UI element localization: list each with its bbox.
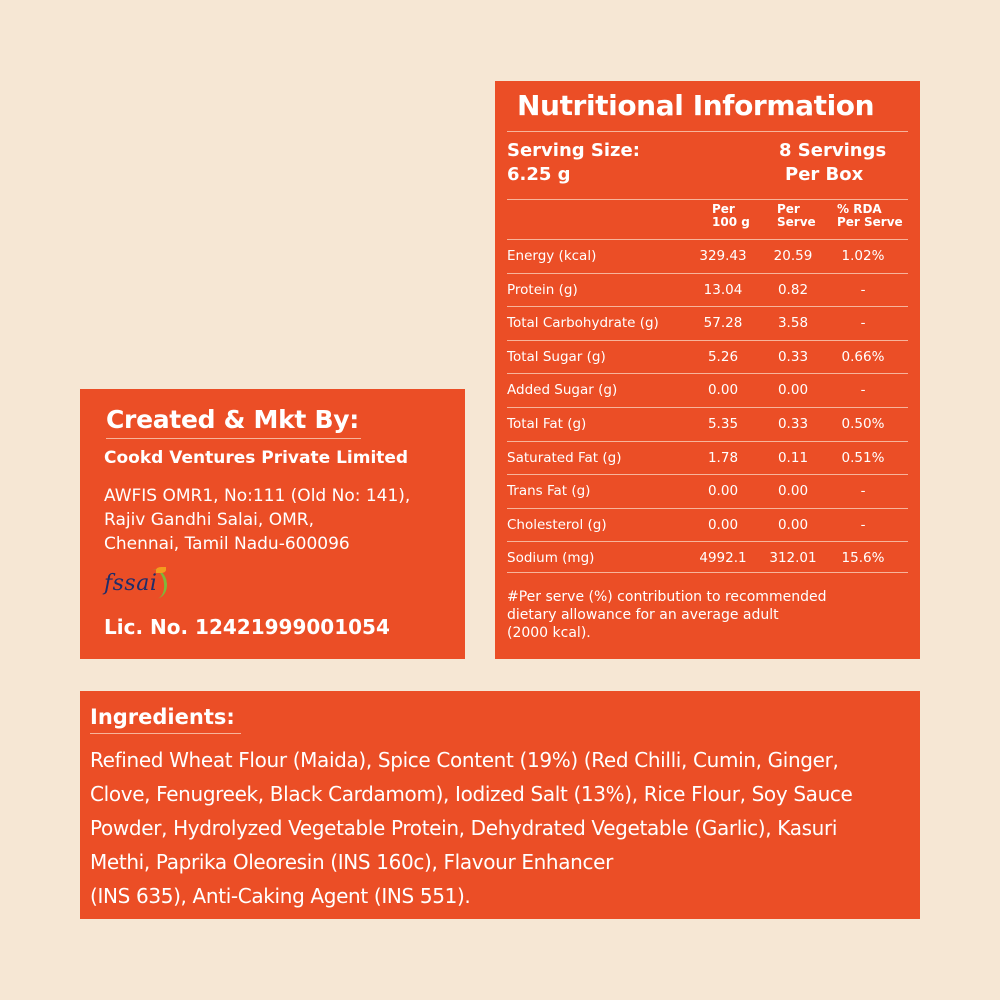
nutrition-table [507,199,908,575]
company-address [104,484,410,556]
ingredients-line: Refined Wheat Flour (Maida), Spice Content (19%) (Red Chilli, Cumin, Ginger, [90,748,839,772]
table-row [507,474,908,508]
ingredients-line: (INS 635), Anti-Caking Agent (INS 551). [90,884,471,908]
table-row [507,508,908,542]
serving-size [507,139,640,187]
value-per-serve: 0.00 [777,382,809,399]
table-row [507,273,908,307]
value-per-serve: 0.00 [777,483,809,500]
servings-count: 8 Servings [779,140,887,161]
header-per-100g [712,203,750,229]
value-per-serve: 0.00 [777,516,809,533]
table-row [507,239,908,273]
serving-size-label: Serving Size: [507,140,640,161]
value-per-100g: 0.00 [707,483,739,500]
header-text: % RDA [837,202,882,216]
value-rda: - [860,315,866,332]
company-name: Cookd Ventures Private Limited [104,448,409,468]
value-per-100g: 0.00 [707,516,739,533]
divider [507,131,908,132]
value-rda: 15.6% [841,550,885,567]
ingredients-line: Powder, Hydrolyzed Vegetable Protein, Dehydrated Vegetable (Garlic), Kasuri [90,816,838,840]
address-line: Chennai, Tamil Nadu-600096 [104,534,350,554]
ingredients-panel [80,691,920,919]
servings-unit: Per Box [785,164,864,185]
value-per-serve: 20.59 [773,248,813,264]
value-per-100g: 13.04 [703,281,743,298]
value-rda: - [860,382,866,399]
value-per-serve: 0.11 [777,449,809,466]
table-row [507,407,908,441]
value-per-100g: 4992.1 [699,550,747,567]
fssai-logo-text: fssai [104,571,158,596]
header-text: Serve [777,215,816,229]
nutrient-name: Protein (g) [507,281,578,298]
value-per-serve: 312.01 [769,550,817,567]
value-rda: 1.02% [841,248,885,264]
table-row [507,340,908,374]
address-line: Rajiv Gandhi Salai, OMR, [104,510,314,530]
manufacturer-title: Created & Mkt By: [106,405,361,439]
license-number: Lic. No. 12421999001054 [104,615,390,639]
nutrient-name: Total Carbohydrate (g) [507,315,659,332]
rda-footnote [507,588,907,642]
nutrient-name: Added Sugar (g) [507,382,618,399]
serving-size-value: 6.25 g [507,164,571,185]
manufacturer-panel [80,389,465,659]
header-rda [837,203,903,229]
value-per-serve: 0.33 [777,415,809,432]
nutrient-name: Cholesterol (g) [507,516,607,533]
value-per-serve: 0.33 [777,348,809,365]
nutrition-title: Nutritional Information [517,89,875,122]
value-per-100g: 0.00 [707,382,739,399]
nutrient-name: Trans Fat (g) [507,483,591,500]
nutrient-name: Total Sugar (g) [507,348,606,365]
value-per-100g: 5.35 [707,415,739,432]
nutrient-name: Saturated Fat (g) [507,449,622,466]
value-rda: 0.66% [841,348,885,365]
value-rda: - [860,516,866,533]
footnote-line: (2000 kcal). [507,625,591,641]
nutrient-name: Energy (kcal) [507,248,597,264]
nutrient-name: Sodium (mg) [507,550,595,567]
table-row [507,306,908,340]
value-per-100g: 1.78 [707,449,739,466]
value-per-100g: 329.43 [699,248,747,264]
value-rda: 0.50% [841,415,885,432]
divider [507,572,908,573]
fssai-logo-icon [104,567,174,605]
ingredients-line: Methi, Paprika Oleoresin (INS 160c), Flavour Enhancer [90,850,613,874]
value-rda: 0.51% [841,449,885,466]
header-text: 100 g [712,215,750,229]
header-per-serve [777,203,816,229]
address-line: AWFIS OMR1, No:111 (Old No: 141), [104,486,411,506]
footnote-line: #Per serve (%) contribution to recommended [507,589,827,605]
header-text: Per Serve [837,215,903,229]
value-per-100g: 57.28 [703,315,743,332]
table-row [507,373,908,407]
value-per-serve: 3.58 [777,315,809,332]
ingredients-title: Ingredients: [90,705,241,734]
value-rda: - [860,281,866,298]
footnote-line: dietary allowance for an average adult [507,607,779,623]
table-row [507,541,908,575]
ingredients-line: Clove, Fenugreek, Black Cardamom), Iodized Salt (13%), Rice Flour, Soy Sauce [90,782,853,806]
nutrient-name: Total Fat (g) [507,415,587,432]
servings-per-box [779,139,886,187]
header-text: Per [712,202,735,216]
value-rda: - [860,483,866,500]
table-header-row [507,199,908,239]
header-text: Per [777,202,800,216]
nutrition-panel [495,81,920,659]
value-per-serve: 0.82 [777,281,809,298]
value-per-100g: 5.26 [707,348,739,365]
table-row [507,441,908,475]
